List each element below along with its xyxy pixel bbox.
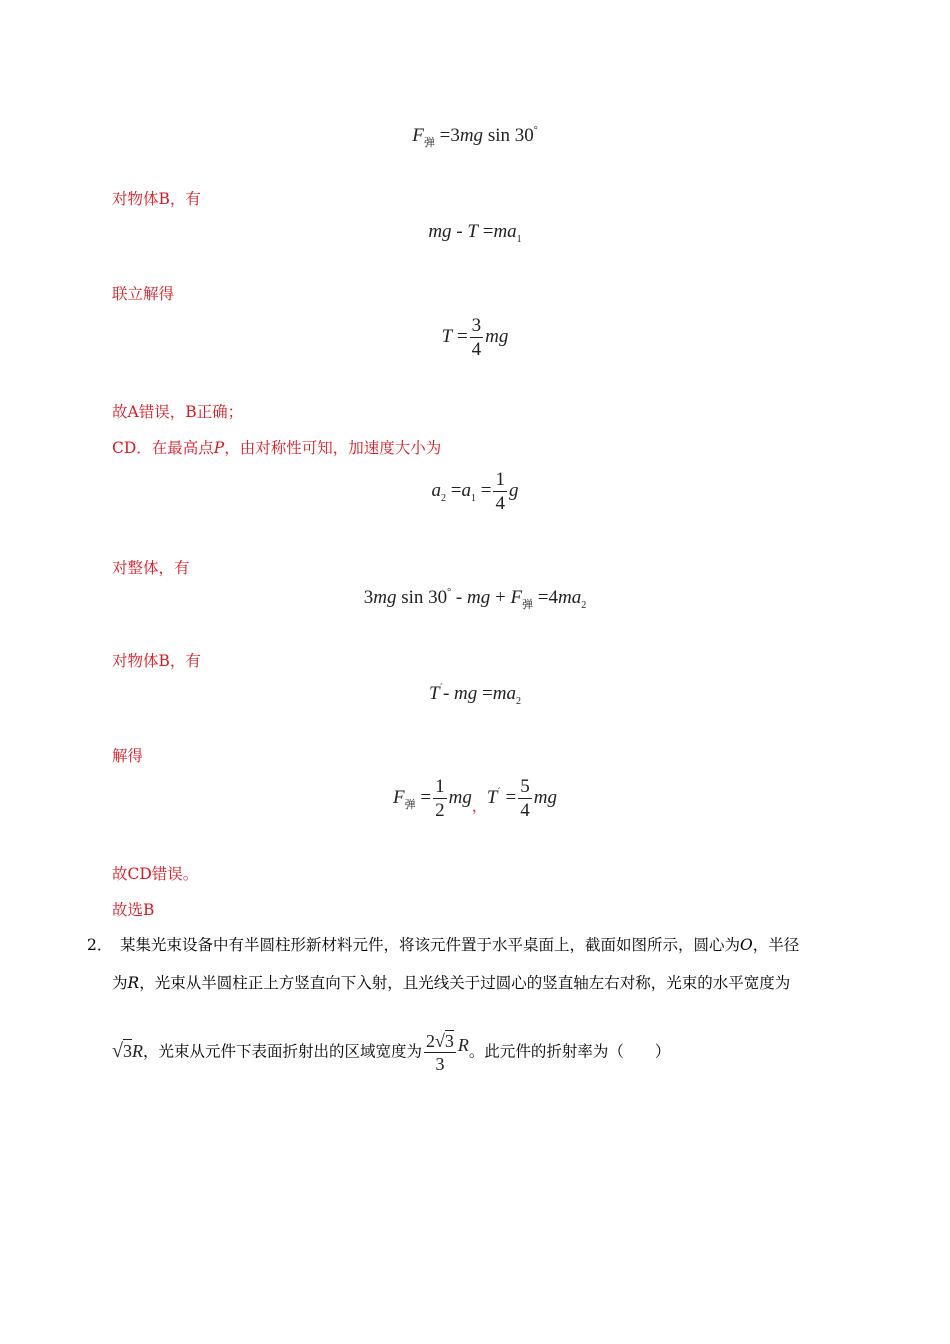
numerator: 3 [471, 315, 482, 336]
var-mg: mg [448, 786, 472, 808]
sqrt-expression [112, 1041, 143, 1061]
subscript: 2 [441, 492, 447, 504]
degree: ° [447, 587, 452, 598]
prime: ´ [439, 683, 443, 694]
equation-acceleration [0, 470, 950, 513]
equation-b-newton [0, 221, 950, 245]
var-ma: ma [558, 587, 582, 608]
equation-b-top [0, 683, 950, 707]
var-t: T [441, 325, 453, 347]
denominator: 4 [520, 800, 530, 821]
radicand: 3 [444, 1031, 454, 1051]
subscript: 1 [516, 234, 522, 245]
var-mg: mg [459, 125, 484, 146]
var-r: R [457, 1034, 469, 1055]
coefficient: 2 [426, 1031, 435, 1051]
text-part: ，半径 [752, 936, 800, 954]
var-a: a [461, 479, 471, 501]
question-line-2 [112, 971, 790, 993]
var-o: O [740, 936, 753, 954]
comma: ， [471, 798, 487, 815]
text-line: 故选B [112, 901, 155, 919]
var-a: a [431, 479, 442, 501]
eq-part: 3 [363, 587, 374, 608]
text-line: 联立解得 [112, 285, 175, 303]
fraction [424, 1032, 456, 1073]
eq-part: + [490, 587, 511, 608]
var-f: F [412, 125, 424, 146]
var-mg: mg [428, 221, 452, 242]
eq-part: - [451, 221, 468, 242]
eq-part: = [415, 786, 432, 808]
numerator: 1 [435, 776, 445, 797]
eq-part: = [446, 479, 462, 501]
text-line: 对物体B，有 [112, 190, 201, 208]
text-part: CD．在最高点 [112, 439, 214, 457]
text-line [112, 436, 441, 458]
equation-tension [0, 316, 950, 359]
text-part: ，光束从半圆柱正上方竖直向下入射，且光线关于过圆心的竖直轴左右对称，光束的水平宽度为 [139, 974, 791, 992]
subscript: 弹 [423, 137, 435, 149]
question-number: 2． [87, 936, 113, 954]
radicand: 3 [122, 1040, 132, 1061]
text-part: ，光束从元件下表面折射出的区域宽度为 [142, 1042, 422, 1061]
text-part: 为 [112, 974, 128, 992]
eq-part: - [442, 683, 455, 704]
denominator: 2 [435, 800, 445, 821]
prime: ´ [497, 786, 501, 798]
eq-part: = [452, 325, 468, 347]
var-mg: mg [485, 325, 509, 347]
fraction [493, 470, 507, 513]
sqrt-sign: √ [435, 1031, 445, 1051]
text-part: 。此元件的折射率为（ ） [468, 1042, 671, 1061]
numerator: 1 [495, 469, 505, 490]
eq-part: = [500, 786, 517, 808]
equation-spring-force [0, 125, 950, 150]
subscript: 2 [581, 600, 587, 611]
var-f: F [393, 786, 405, 808]
denominator: 3 [424, 1052, 456, 1073]
var-ma: ma [492, 683, 516, 704]
var-t: T [467, 221, 478, 242]
fraction-expression [422, 1031, 469, 1074]
fraction [470, 316, 484, 359]
eq-part: = [476, 479, 492, 501]
subscript: 弹 [522, 599, 534, 611]
text-part: 某集光束设备中有半圆柱形新材料元件，将该元件置于水平桌面上，截面如图所示，圆心为 [120, 936, 741, 954]
var-mg: mg [373, 587, 397, 608]
text-line: 故A错误，B正确； [112, 403, 244, 421]
equation-whole-system [0, 587, 950, 612]
question-line-3 [112, 1032, 670, 1073]
var-t: T [429, 683, 440, 704]
eq-part: = [477, 221, 494, 242]
text-line: 故CD错误。 [112, 865, 199, 883]
text-line: 对整体，有 [112, 559, 190, 577]
var-ma: ma [493, 221, 517, 242]
eq-part: =4 [533, 587, 559, 608]
question-line-1 [120, 933, 799, 955]
eq-part: sin 30 [396, 587, 448, 608]
text-part: ，由对称性可知，加速度大小为 [224, 439, 442, 457]
numerator: 5 [520, 776, 530, 797]
numerator [424, 1032, 456, 1052]
var-t: T [486, 786, 498, 808]
eq-part: = [477, 683, 493, 704]
denominator: 4 [471, 339, 482, 360]
var-r: R [131, 1040, 143, 1061]
text-line: 解得 [112, 747, 144, 765]
eq-part: =3 [439, 125, 460, 146]
var-mg: mg [533, 786, 557, 808]
subscript: 弹 [404, 798, 416, 811]
var-g: g [508, 479, 519, 501]
equation-results [0, 777, 950, 820]
var-mg: mg [454, 683, 478, 704]
var-f: F [510, 587, 523, 608]
subscript: 2 [515, 696, 521, 707]
var-p: P [213, 439, 225, 457]
subscript: 1 [471, 492, 476, 504]
fraction [433, 777, 447, 820]
denominator: 4 [495, 493, 505, 514]
eq-part: sin 30 [483, 125, 534, 146]
fraction [518, 777, 532, 820]
eq-part: - [451, 587, 467, 608]
var-mg: mg [466, 587, 491, 608]
text-line: 对物体B，有 [112, 652, 201, 670]
sqrt-sign: √ [112, 1039, 123, 1062]
degree: ° [533, 125, 538, 136]
var-r: R [127, 974, 140, 992]
